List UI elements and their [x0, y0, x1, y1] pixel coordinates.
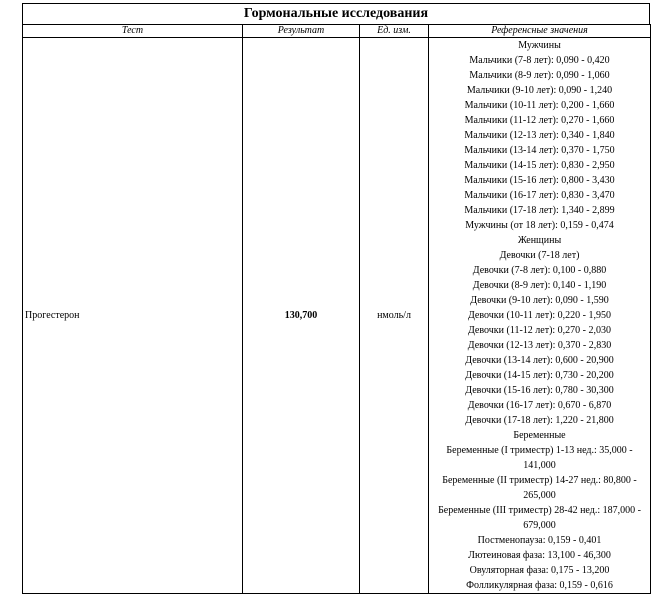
reference-line: Мальчики (8-9 лет): 0,090 - 1,060: [469, 70, 610, 81]
reference-line: Мужчины (от 18 лет): 0,159 - 0,474: [465, 220, 614, 231]
reference-line: Мужчины: [518, 40, 561, 51]
reference-line: Беременные (I триместр) 1-13 нед.: 35,000 - 141,000: [446, 445, 633, 471]
header-result: Результат: [243, 25, 360, 38]
reference-values: [429, 38, 651, 594]
reference-line: Мальчики (13-14 лет): 0,370 - 1,750: [464, 145, 615, 156]
reference-line: Девочки (11-12 лет): 0,270 - 2,030: [467, 325, 612, 336]
test-name: Прогестерон: [23, 38, 243, 594]
reference-line: Овуляторная фаза: 0,175 - 13,200: [469, 565, 610, 576]
reference-line: Мальчики (10-11 лет): 0,200 - 1,660: [464, 100, 615, 111]
result-value: 130,700: [243, 38, 360, 594]
reference-line: Девочки (7-18 лет): [499, 250, 580, 261]
reference-line: Беременные (III триместр) 28-42 нед.: 187,000 - 679,000: [438, 505, 641, 531]
reference-line: Постменопауза: 0,159 - 0,401: [477, 535, 602, 546]
reference-line: Девочки (12-13 лет): 0,370 - 2,830: [467, 340, 612, 351]
report-title: Гормональные исследования: [22, 3, 650, 24]
reference-line: Девочки (10-11 лет): 0,220 - 1,950: [467, 310, 612, 321]
unit-value: нмоль/л: [360, 38, 429, 594]
reference-line: Беременные: [513, 430, 566, 441]
reference-line: Девочки (8-9 лет): 0,140 - 1,190: [472, 280, 607, 291]
reference-line: Женщины: [517, 235, 562, 246]
reference-line: Девочки (16-17 лет): 0,670 - 6,870: [467, 400, 612, 411]
reference-line: Девочки (13-14 лет): 0,600 - 20,900: [465, 355, 614, 366]
table-row: [23, 38, 651, 594]
header-test: Тест: [23, 25, 243, 38]
reference-line: Девочки (17-18 лет): 1,220 - 21,800: [465, 415, 614, 426]
reference-line: Беременные (II триместр) 14-27 нед.: 80,800 - 265,000: [442, 475, 637, 501]
reference-line: Мальчики (16-17 лет): 0,830 - 3,470: [464, 190, 615, 201]
header-row: [23, 25, 651, 38]
reference-line: Девочки (9-10 лет): 0,090 - 1,590: [470, 295, 609, 306]
reference-line: Мальчики (9-10 лет): 0,090 - 1,240: [466, 85, 613, 96]
reference-line: Девочки (14-15 лет): 0,730 - 20,200: [465, 370, 614, 381]
reference-line: Лютеиновая фаза: 13,100 - 46,300: [468, 550, 611, 561]
reference-line: Мальчики (12-13 лет): 0,340 - 1,840: [464, 130, 615, 141]
header-unit: Ед. изм.: [360, 25, 429, 38]
reference-line: Мальчики (15-16 лет): 0,800 - 3,430: [464, 175, 615, 186]
reference-line: Мальчики (17-18 лет): 1,340 - 2,899: [464, 205, 615, 216]
reference-line: Девочки (7-8 лет): 0,100 - 0,880: [472, 265, 607, 276]
reference-line: Мальчики (7-8 лет): 0,090 - 0,420: [469, 55, 610, 66]
reference-line: Фолликулярная фаза: 0,159 - 0,616: [466, 580, 613, 591]
reference-line: Мальчики (14-15 лет): 0,830 - 2,950: [464, 160, 615, 171]
results-table: [22, 24, 651, 594]
reference-list: [433, 38, 646, 593]
header-reference: Референсные значения: [429, 25, 651, 38]
reference-line: Девочки (15-16 лет): 0,780 - 30,300: [465, 385, 614, 396]
reference-line: Мальчики (11-12 лет): 0,270 - 1,660: [464, 115, 615, 126]
report-sheet: [22, 3, 650, 594]
